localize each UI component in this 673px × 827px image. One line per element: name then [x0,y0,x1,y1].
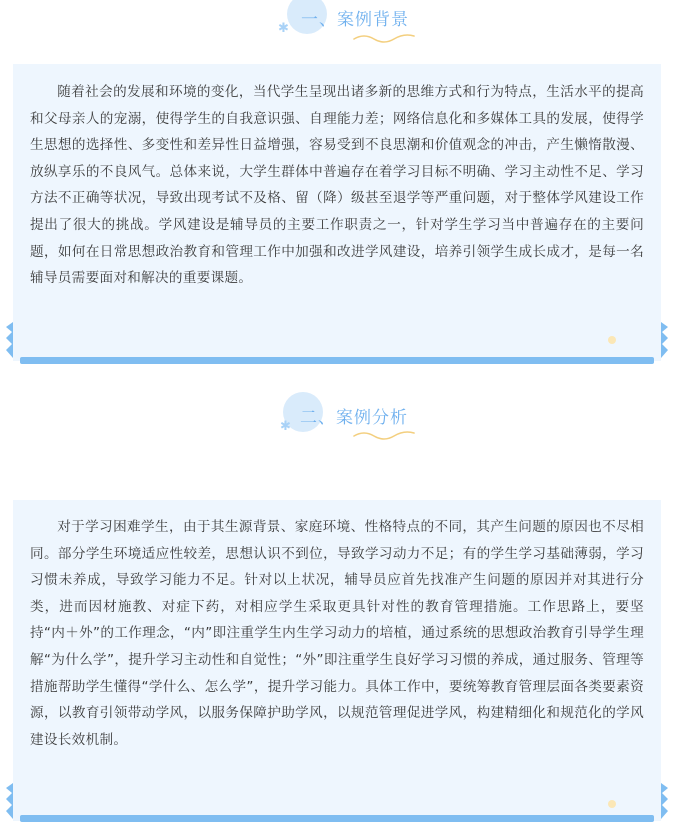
card-bottom-bar [20,357,654,364]
wave-icon [352,31,422,45]
card-bottom-bar [20,815,654,822]
section-1-card [13,64,661,361]
section-2-header [0,398,673,438]
section-body: 随着社会的发展和环境的变化，当代学生呈现出诸多新的思维方式和行为特点，生活水平的提高和父母亲人的宠溺，使得学生的自我意识强、自理能力差；网络信息化和多媒体工具的发展，使得学生思想的选择性、多变性和差异性日益增强，容易受到不良思潮和价值观念的冲击，产生懒惰散漫、放纵享乐的不良风气。总体来说，大学生群体中普遍存在着学习目标不明确、学习主动性不足、学习方法不正确等状况，导致出现考试不及格、留（降）级甚至退学等严重问题，对于整体学风建设工作提出了很大的挑战。学风建设是辅导员的主要工作职责之一，针对学生学习当中普遍存在的主要问题，如何在日常思想政治教育和管理工作中加强和改进学风建设，培养引领学生成长成才，是每一名辅导员需要面对和解决的重要课题。 [30,84,644,287]
section-title: 一、案例背景 [301,10,409,30]
torn-edge-left [6,322,13,358]
star-icon: ✱ [280,419,291,434]
wave-icon [352,428,422,442]
torn-edge-right [661,783,668,819]
section-1-header [0,0,673,40]
section-2-card [13,500,661,821]
dot-icon [608,800,616,808]
section-title: 二、案例分析 [300,408,408,428]
torn-edge-right [661,322,668,358]
star-icon: ✱ [278,21,289,36]
section-body: 对于学习困难学生，由于其生源背景、家庭环境、性格特点的不同，其产生问题的原因也不尽相同。部分学生环境适应性较差，思想认识不到位，导致学习动力不足；有的学生学习基础薄弱，学习习惯未养成，导致学习能力不足。针对以上状况，辅导员应首先找准产生问题的原因并对其进行分类，进而因材施教、对症下药，对相应学生采取更具针对性的教育管理措施。工作思路上，要坚持“内＋外”的工作理念，“内”即注重学生内生学习动力的培植，通过系统的思想政治教育引导学生理解“为什么学”，提升学习主动性和自觉性；“外”即注重学生良好学习习惯的养成，通过服务、管理等措施帮助学生懂得“学什么、怎么学”，提升学习能力。具体工作中，要统筹教育管理层面各类要素资源，以教育引领带动学风，以服务保障护助学风，以规范管理促进学风，构建精细化和规范化的学风建设长效机制。 [30,519,644,748]
dot-icon [608,336,616,344]
torn-edge-left [6,783,13,819]
